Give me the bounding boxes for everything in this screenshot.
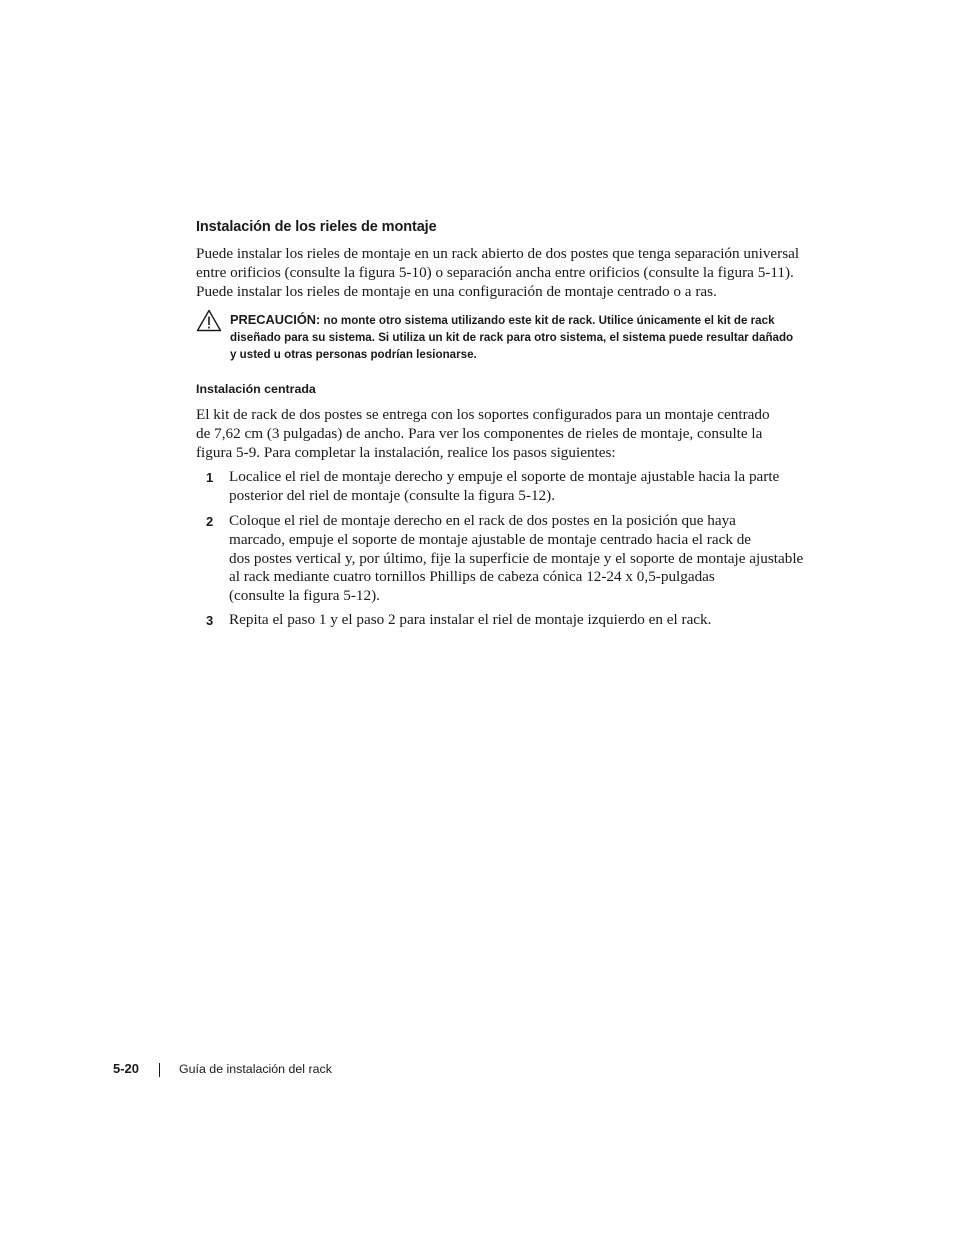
subsection-intro-paragraph: [196, 406, 814, 462]
section-intro-paragraph: [196, 245, 814, 301]
section-heading: Instalación de los rieles de montaje: [196, 219, 437, 235]
step-number: 2: [206, 514, 214, 529]
step-line: (consulte la figura 5-12).: [229, 587, 380, 605]
caution-text: [230, 311, 816, 364]
step-line: posterior del riel de montaje (consulte la figura 5-12).: [229, 486, 555, 504]
page-number: 5-20: [113, 1061, 140, 1076]
paragraph-line: figura 5-9. Para completar la instalación, realice los pasos siguientes:: [196, 443, 616, 461]
paragraph-line: de 7,62 cm (3 pulgadas) de ancho. Para ver los componentes de rieles de montaje, consulte la: [196, 424, 763, 442]
step-number: 3: [206, 613, 214, 628]
paragraph-line: Puede instalar los rieles de montaje en una configuración de montaje centrado o a ras.: [196, 282, 717, 300]
subsection-heading: Instalación centrada: [196, 382, 316, 396]
step-text: [229, 512, 816, 606]
paragraph-line: entre orificios (consulte la figura 5-10) o separación ancha entre orificios (consulte la figura 5-11).: [196, 263, 794, 281]
paragraph-line: El kit de rack de dos postes se entrega con los soportes configurados para un montaje centrado: [196, 406, 770, 423]
footer-divider: [159, 1063, 160, 1077]
caution-line-text: no monte otro sistema utilizando este kit de rack. Utilice únicamente el kit de rack: [320, 314, 775, 327]
warning-triangle-icon: [196, 309, 222, 332]
step-line: Coloque el riel de montaje derecho en el rack de dos postes en la posición que haya: [229, 512, 736, 529]
step-number: 1: [206, 470, 214, 485]
step-text: [229, 611, 816, 630]
step-line: Localice el riel de montaje derecho y empuje el soporte de montaje ajustable hacia la parte: [229, 468, 780, 485]
step-line: marcado, empuje el soporte de montaje ajustable de montaje centrado hacia el rack de: [229, 530, 752, 548]
step-line: dos postes vertical y, por último, fije la superficie de montaje y el soporte de montaje ajustable: [229, 549, 804, 567]
step-line: Repita el paso 1 y el paso 2 para instalar el riel de montaje izquierdo en el rack.: [229, 611, 712, 628]
caution-line: diseñado para su sistema. Si utiliza un kit de rack para otro sistema, el sistema puede resultar dañado: [230, 331, 794, 345]
step-line: al rack mediante cuatro tornillos Phillips de cabeza cónica 12-24 x 0,5-pulgadas: [229, 568, 715, 586]
step-text: [229, 468, 816, 506]
caution-line: [230, 311, 816, 329]
caution-label: PRECAUCIÓN:: [230, 312, 321, 327]
caution-line: y usted u otras personas podrían lesionarse.: [230, 348, 477, 362]
footer-document-title: Guía de instalación del rack: [179, 1062, 332, 1076]
paragraph-line: Puede instalar los rieles de montaje en un rack abierto de dos postes que tenga separación universal: [196, 245, 800, 262]
